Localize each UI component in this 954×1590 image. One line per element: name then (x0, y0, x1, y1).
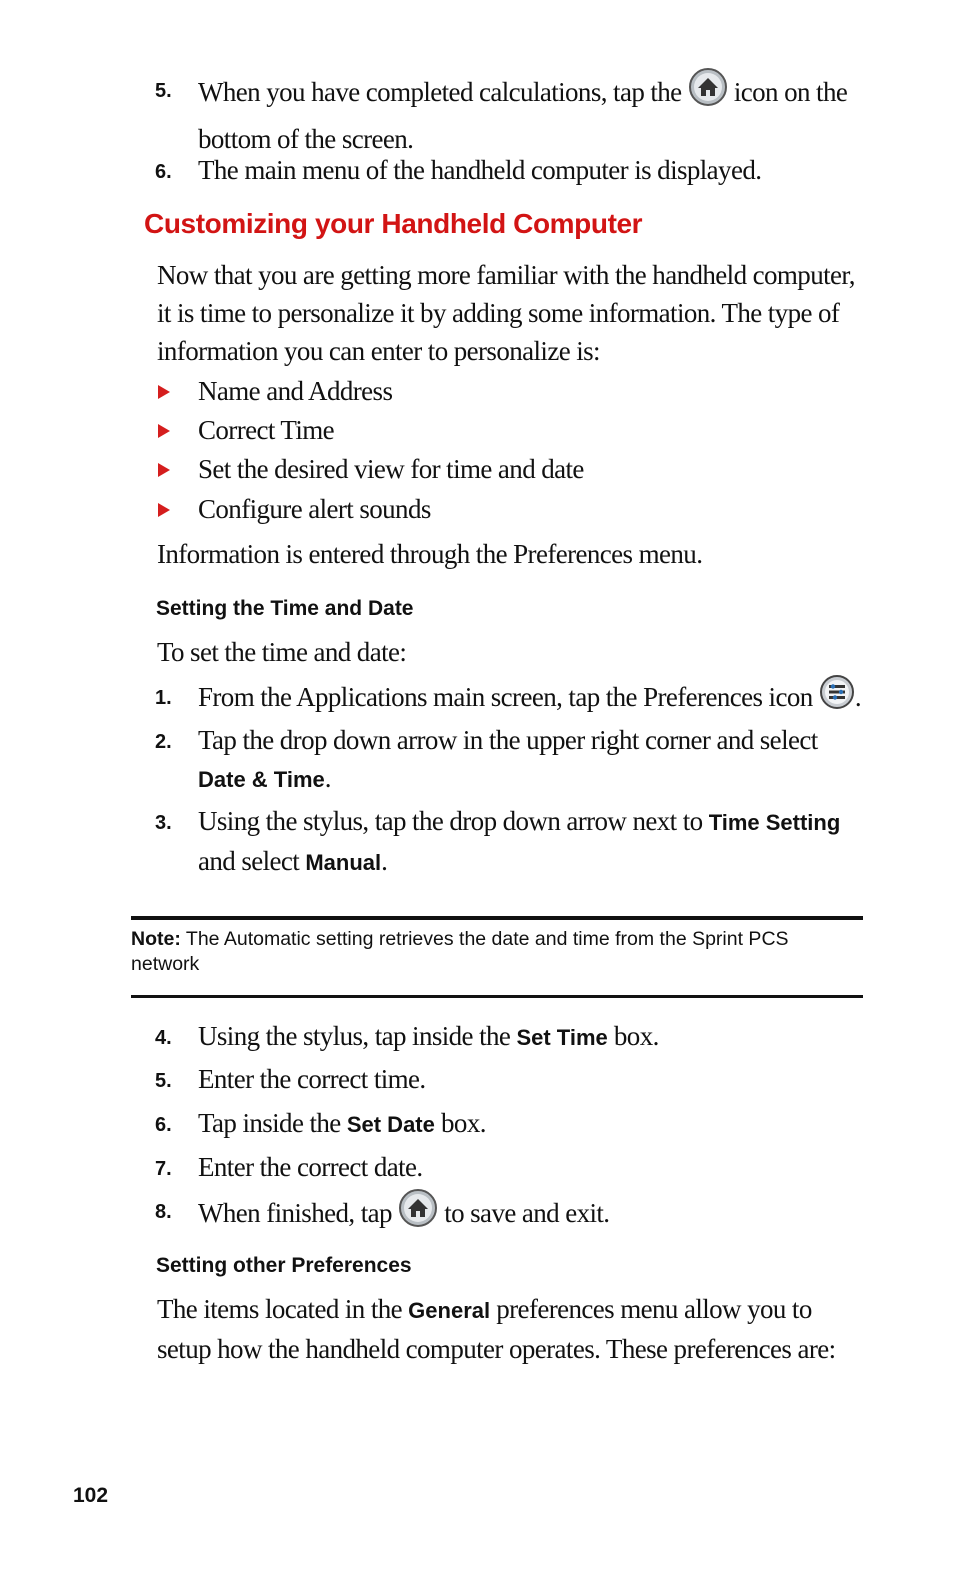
bullet-arrow-icon (158, 463, 170, 477)
keyword-time-setting: Time Setting (708, 810, 841, 835)
step-number: 1. (155, 687, 172, 709)
note-box (131, 927, 851, 977)
note-label: Note: (131, 928, 181, 950)
section-outro: Information is entered through the Preferences menu. (157, 539, 703, 569)
keyword-manual: Manual (305, 850, 382, 875)
step-text: The main menu of the handheld computer is displayed. (198, 155, 762, 185)
bullet-arrow-icon (158, 424, 170, 438)
note-text: The Automatic setting retrieves the date and time from the Sprint PCS network (131, 928, 789, 975)
home-icon (398, 1188, 438, 1238)
page-number: 102 (73, 1484, 109, 1507)
home-icon (688, 67, 728, 117)
section-title: Customizing your Handheld Computer (144, 208, 643, 239)
note-top-rule (131, 916, 863, 920)
other-preferences-text: The items located in the General preferences menu allow you to setup how the handheld computer operates. These preferences are: (157, 1294, 836, 1364)
step-text: Using the stylus, tap the drop down arrow next to Time Setting and select Manual. (198, 806, 841, 876)
bullet-arrow-icon (158, 385, 170, 399)
step-number: 6. (155, 1114, 172, 1136)
step-number: 3. (155, 812, 172, 834)
step-number: 2. (155, 731, 172, 753)
step-text: From the Applications main screen, tap the Preferences icon . (198, 677, 868, 723)
step-text: When finished, tap to save and exit. (198, 1191, 868, 1241)
note-bottom-rule (131, 995, 863, 998)
step-number: 7. (155, 1158, 172, 1180)
step-text: When you have completed calculations, tap the icon on the bottom of the screen. (198, 70, 868, 158)
keyword-general: General (408, 1298, 491, 1323)
keyword-set-time: Set Time (516, 1025, 608, 1050)
step-number: 4. (155, 1027, 172, 1049)
step-text: Tap inside the Set Date box. (198, 1108, 486, 1138)
step-text: Enter the correct time. (198, 1064, 426, 1094)
step-text: Using the stylus, tap inside the Set Time box. (198, 1021, 659, 1051)
step-number: 8. (155, 1201, 172, 1223)
step-text: Enter the correct date. (198, 1152, 423, 1182)
step-number: 6. (155, 161, 172, 183)
step-text: Tap the drop down arrow in the upper right corner and select Date & Time. (198, 725, 818, 793)
time-date-lead: To set the time and date: (157, 637, 407, 667)
step-number: 5. (155, 1070, 172, 1092)
subheading-time-date: Setting the Time and Date (156, 597, 414, 620)
section-intro: Now that you are getting more familiar with the handheld computer, it is time to personalize it by adding some information. The type of information you can enter to personalize is: (157, 260, 855, 366)
keyword-set-date: Set Date (346, 1112, 435, 1137)
subheading-other-preferences: Setting other Preferences (156, 1254, 412, 1277)
step-number: 5. (155, 80, 172, 102)
bullet-arrow-icon (158, 503, 170, 517)
preferences-icon (819, 674, 855, 720)
keyword-date-time: Date & Time (198, 767, 325, 792)
